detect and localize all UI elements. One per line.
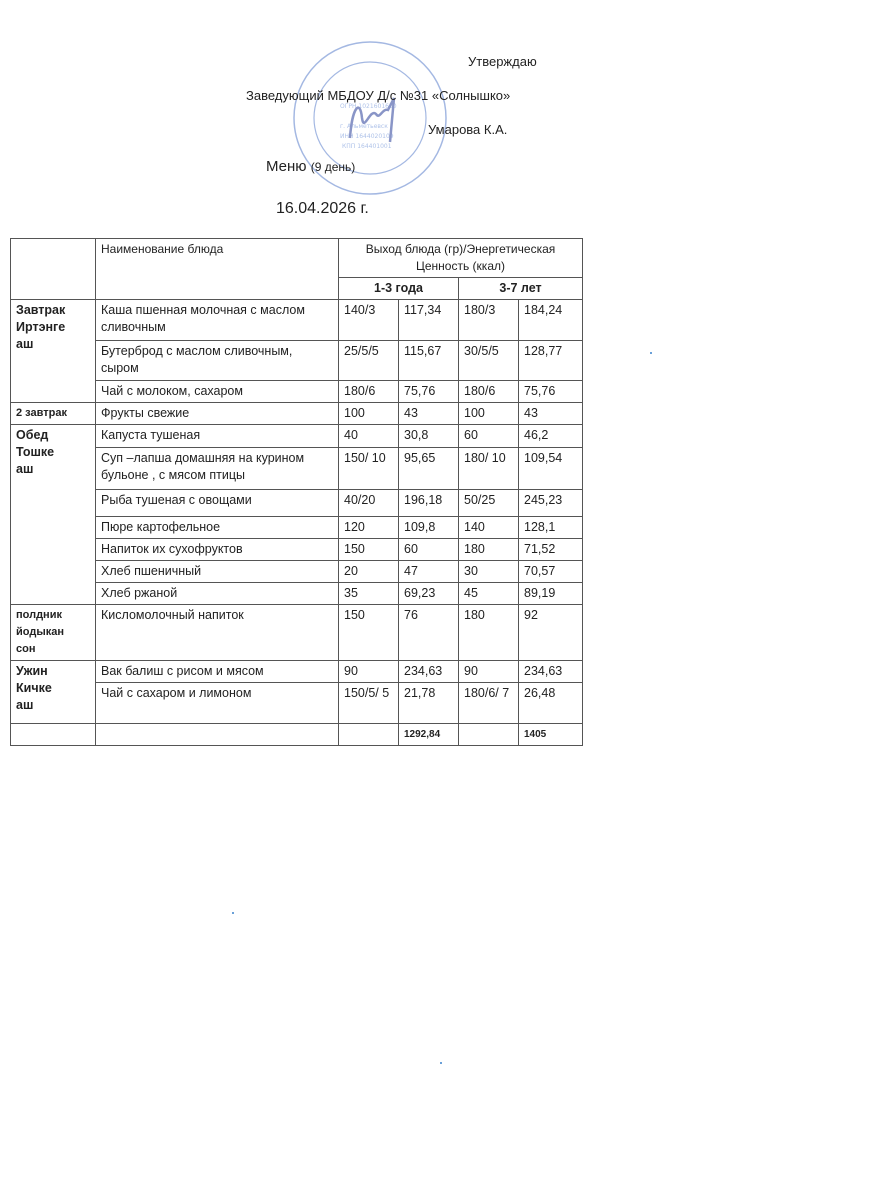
kcal-3-7: 43 <box>519 403 583 425</box>
kcal-3-7: 234,63 <box>519 661 583 683</box>
portion-3-7: 180/ 10 <box>459 448 519 490</box>
portion-3-7: 30 <box>459 561 519 583</box>
kcal-3-7: 46,2 <box>519 425 583 448</box>
kcal-3-7: 26,48 <box>519 683 583 724</box>
dish-name: Хлеб ржаной <box>96 583 339 605</box>
header-dish: Наименование блюда <box>96 239 339 300</box>
age-group-2: 3-7 лет <box>459 278 583 300</box>
table-row <box>11 683 583 724</box>
header-output: Выход блюда (гр)/Энергетическая Ценность (ккал) <box>339 239 583 278</box>
portion-1-3: 120 <box>339 517 399 539</box>
dish-name: Вак балиш с рисом и мясом <box>96 661 339 683</box>
table-row <box>11 490 583 517</box>
empty-cell <box>96 724 339 746</box>
portion-3-7: 180/6 <box>459 381 519 403</box>
portion-3-7: 180/6/ 7 <box>459 683 519 724</box>
portion-3-7: 90 <box>459 661 519 683</box>
kcal-3-7: 75,76 <box>519 381 583 403</box>
table-row <box>11 561 583 583</box>
dish-name: Суп –лапша домашняя на курином бульоне , с мясом птицы <box>96 448 339 490</box>
table-row <box>11 300 583 341</box>
head-position: Заведующий МБДОУ Д/с №31 «Солнышко» <box>246 88 511 103</box>
kcal-1-3: 95,65 <box>399 448 459 490</box>
portion-1-3: 20 <box>339 561 399 583</box>
portion-3-7: 180 <box>459 539 519 561</box>
table-row <box>11 539 583 561</box>
portion-1-3: 90 <box>339 661 399 683</box>
total-row <box>11 724 583 746</box>
kcal-3-7: 71,52 <box>519 539 583 561</box>
kcal-3-7: 184,24 <box>519 300 583 341</box>
kcal-3-7: 92 <box>519 605 583 661</box>
kcal-1-3: 75,76 <box>399 381 459 403</box>
dish-name: Каша пшенная молочная с маслом сливочным <box>96 300 339 341</box>
kcal-3-7: 109,54 <box>519 448 583 490</box>
kcal-1-3: 117,34 <box>399 300 459 341</box>
portion-3-7: 45 <box>459 583 519 605</box>
table-row <box>11 448 583 490</box>
table-row <box>11 517 583 539</box>
dish-name: Кисломолочный напиток <box>96 605 339 661</box>
portion-3-7: 50/25 <box>459 490 519 517</box>
kcal-1-3: 21,78 <box>399 683 459 724</box>
title-day: (9 день) <box>310 160 356 174</box>
dish-name: Хлеб пшеничный <box>96 561 339 583</box>
kcal-1-3: 43 <box>399 403 459 425</box>
header-row <box>11 239 583 278</box>
table-row <box>11 583 583 605</box>
menu-table <box>10 238 583 746</box>
page-title <box>266 158 355 175</box>
portion-3-7: 140 <box>459 517 519 539</box>
dish-name: Рыба тушеная с овощами <box>96 490 339 517</box>
kcal-1-3: 30,8 <box>399 425 459 448</box>
approval-label: Утверждаю <box>468 54 537 69</box>
kcal-3-7: 245,23 <box>519 490 583 517</box>
empty-cell <box>11 724 96 746</box>
portion-1-3: 40/20 <box>339 490 399 517</box>
svg-text:ОГРН 1021601630: ОГРН 1021601630 <box>340 103 397 110</box>
table-row <box>11 661 583 683</box>
meal-name: Ужин Кичке аш <box>11 661 96 724</box>
table-row <box>11 381 583 403</box>
kcal-1-3: 196,18 <box>399 490 459 517</box>
svg-text:ИНН 1644020109: ИНН 1644020109 <box>340 133 394 140</box>
table-row <box>11 425 583 448</box>
kcal-1-3: 76 <box>399 605 459 661</box>
signer-name: Умарова К.А. <box>428 122 508 137</box>
dish-name: Чай с молоком, сахаром <box>96 381 339 403</box>
meal-name: 2 завтрак <box>11 403 96 425</box>
table-row <box>11 605 583 661</box>
svg-text:г. Альметьевск: г. Альметьевск <box>340 123 388 130</box>
portion-3-7: 180 <box>459 605 519 661</box>
portion-1-3: 150/ 10 <box>339 448 399 490</box>
kcal-1-3: 60 <box>399 539 459 561</box>
dish-name: Фрукты свежие <box>96 403 339 425</box>
portion-1-3: 150 <box>339 605 399 661</box>
portion-1-3: 100 <box>339 403 399 425</box>
dish-name: Капуста тушеная <box>96 425 339 448</box>
age-group-1: 1-3 года <box>339 278 459 300</box>
title-text: Меню <box>266 158 307 175</box>
portion-1-3: 180/6 <box>339 381 399 403</box>
total-kcal-3-7: 1405 <box>519 724 583 746</box>
empty-cell <box>339 724 399 746</box>
kcal-1-3: 234,63 <box>399 661 459 683</box>
portion-1-3: 140/3 <box>339 300 399 341</box>
empty-cell <box>459 724 519 746</box>
portion-3-7: 60 <box>459 425 519 448</box>
kcal-1-3: 109,8 <box>399 517 459 539</box>
total-kcal-1-3: 1292,84 <box>399 724 459 746</box>
meal-name: полдник йодыкан сон <box>11 605 96 661</box>
kcal-1-3: 69,23 <box>399 583 459 605</box>
dish-name: Бутерброд с маслом сливочным, сыром <box>96 341 339 381</box>
dish-name: Чай с сахаром и лимоном <box>96 683 339 724</box>
kcal-3-7: 89,19 <box>519 583 583 605</box>
meal-name: Завтрак Иртэнге аш <box>11 300 96 403</box>
portion-3-7: 30/5/5 <box>459 341 519 381</box>
portion-1-3: 150 <box>339 539 399 561</box>
dish-name: Напиток их сухофруктов <box>96 539 339 561</box>
kcal-1-3: 115,67 <box>399 341 459 381</box>
portion-1-3: 25/5/5 <box>339 341 399 381</box>
portion-1-3: 35 <box>339 583 399 605</box>
svg-text:КПП 164401001: КПП 164401001 <box>342 143 392 150</box>
menu-date: 16.04.2026 г. <box>276 200 369 217</box>
portion-1-3: 40 <box>339 425 399 448</box>
table-row <box>11 403 583 425</box>
portion-3-7: 100 <box>459 403 519 425</box>
meal-name: Обед Тошке аш <box>11 425 96 605</box>
kcal-3-7: 70,57 <box>519 561 583 583</box>
kcal-3-7: 128,77 <box>519 341 583 381</box>
header-meal-cell <box>11 239 96 300</box>
kcal-3-7: 128,1 <box>519 517 583 539</box>
kcal-1-3: 47 <box>399 561 459 583</box>
portion-1-3: 150/5/ 5 <box>339 683 399 724</box>
table-row <box>11 341 583 381</box>
dish-name: Пюре картофельное <box>96 517 339 539</box>
portion-3-7: 180/3 <box>459 300 519 341</box>
